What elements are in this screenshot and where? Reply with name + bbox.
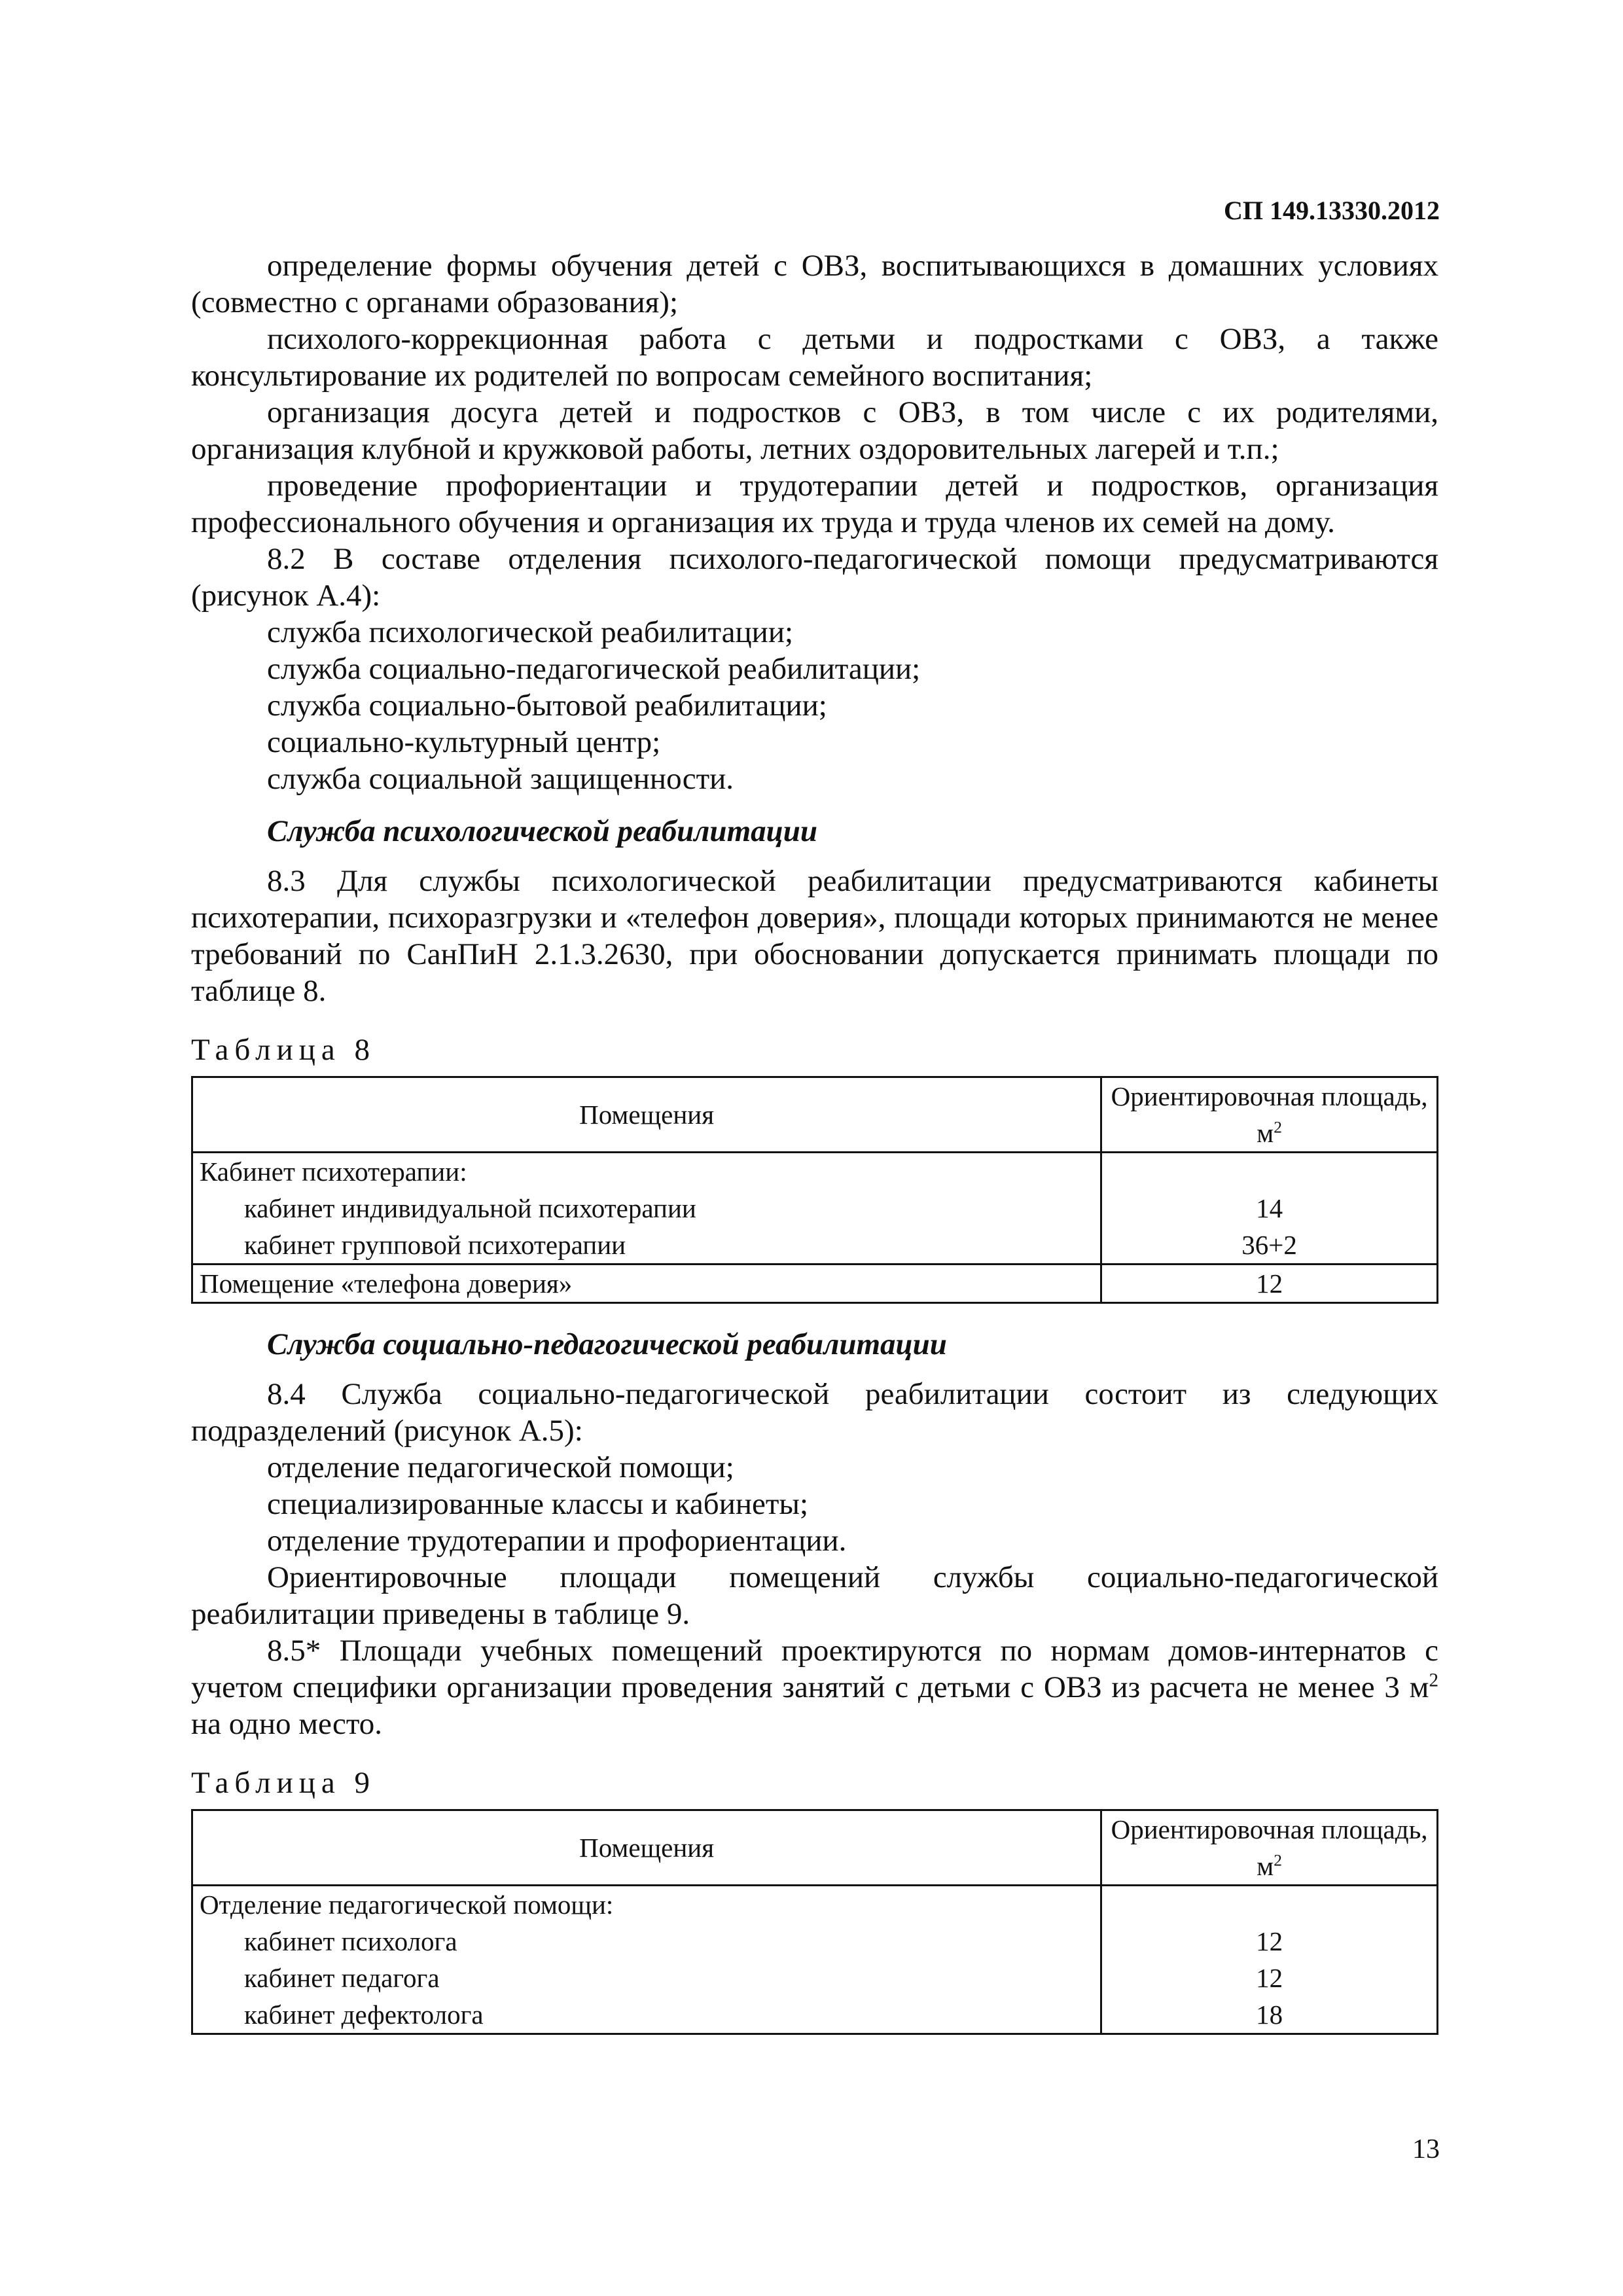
group-area [1101,1886,1438,1924]
list-item: служба социально-бытовой реабилитации; [267,689,827,723]
room-area: 12 [1101,1265,1438,1303]
header-rooms: Помещения [192,1077,1101,1153]
room-name: кабинет индивидуальной психотерапии [192,1190,1101,1227]
room-area: 36+2 [1101,1227,1438,1265]
table-group-row [192,1153,1438,1191]
room-name: кабинет групповой психотерапии [192,1227,1101,1265]
group-label: Отделение педагогической помощи: [192,1886,1101,1924]
room-name: кабинет психолога [192,1923,1101,1960]
unit-power: 2 [1429,1670,1438,1691]
paragraph: организация досуга детей и подростков с ОВЗ, в том числе с их родителями, организация клубной и кружковой работы, летних оздоровительных лагерей и т.п.; [191,395,1438,466]
table-row [192,1265,1438,1303]
table-group-row [192,1886,1438,1924]
table-header-row [192,1810,1438,1886]
header-area [1101,1810,1438,1886]
list-item: отделение трудотерапии и профориентации. [267,1524,847,1558]
header-area-unit-power: 2 [1274,1118,1282,1137]
table-row [192,1190,1438,1227]
paragraph-8-4: 8.4 Служба социально-педагогической реабилитации состоит из следующих подразделений (рисунок А.5): [191,1377,1438,1448]
section-heading-social-pedagogical: Служба социально-педагогической реабилитации [267,1327,947,1361]
table-row [192,1996,1438,2034]
table-9 [191,1809,1438,2035]
room-area: 12 [1101,1923,1438,1960]
table-8 [191,1076,1438,1304]
list-item: служба социальной защищенности. [267,762,734,796]
paragraph: определение формы обучения детей с ОВЗ, воспитывающихся в домашних условиях (совместно с органами образования); [191,249,1438,319]
group-area [1101,1153,1438,1191]
list-item: специализированные классы и кабинеты; [267,1487,809,1521]
table-header-row [192,1077,1438,1153]
room-area: 12 [1101,1960,1438,1996]
table-row [192,1923,1438,1960]
header-area-label: Ориентировочная площадь, м [1111,1814,1428,1881]
header-area-label: Ориентировочная площадь, м [1111,1081,1428,1148]
paragraph-8-5 [191,1632,1438,1742]
body-text [191,247,1438,2057]
list-item: служба социально-педагогической реабилитации; [267,652,921,686]
page-number: 13 [1412,2134,1440,2164]
table-8-caption: Таблица 8 [191,1033,376,1067]
list-item: служба психологической реабилитации; [267,615,794,649]
paragraph-8-3: 8.3 Для службы психологической реабилитации предусматриваются кабинеты психотерапии, психоразгрузки и «телефон доверия», площади которых принимаются не менее требований по СанПиН 2.1.3.2630, при обосновании допускается принимать площади по таблице 8. [191,864,1438,1008]
list-item: социально-культурный центр; [267,725,661,759]
paragraph-8-5-text: 8.5* Площади учебных помещений проектируются по нормам домов-интернатов с учетом специфики организации проведения занятий с детьми с ОВЗ из расчета не менее 3 м [191,1634,1438,1704]
paragraph-8-2: 8.2 В составе отделения психолого-педагогической помощи предусматриваются (рисунок А.4): [191,542,1438,613]
document-code: СП 149.13330.2012 [1224,196,1440,225]
table-row [192,1227,1438,1265]
header-area-unit-power: 2 [1274,1851,1282,1870]
paragraph-8-5-end: на одно место. [191,1707,383,1741]
room-area: 14 [1101,1190,1438,1227]
group-label: Кабинет психотерапии: [192,1153,1101,1191]
header-rooms: Помещения [192,1810,1101,1886]
room-name: Помещение «телефона доверия» [192,1265,1101,1303]
paragraph: проведение профориентации и трудотерапии детей и подростков, организация профессионального обучения и организация их труда и труда членов их семей на дому. [191,469,1438,539]
table-row [192,1960,1438,1996]
list-item: отделение педагогической помощи; [267,1450,734,1484]
room-area: 18 [1101,1996,1438,2034]
header-area [1101,1077,1438,1153]
paragraph-areas: Ориентировочные площади помещений службы социально-педагогической реабилитации приведены в таблице 9. [191,1560,1438,1631]
section-heading-psychological: Служба психологической реабилитации [267,814,818,848]
room-name: кабинет педагога [192,1960,1101,1996]
room-name: кабинет дефектолога [192,1996,1101,2034]
table-9-caption: Таблица 9 [191,1766,376,1800]
paragraph: психолого-коррекционная работа с детьми и подростками с ОВЗ, а также консультирование их родителей по вопросам семейного воспитания; [191,322,1438,393]
